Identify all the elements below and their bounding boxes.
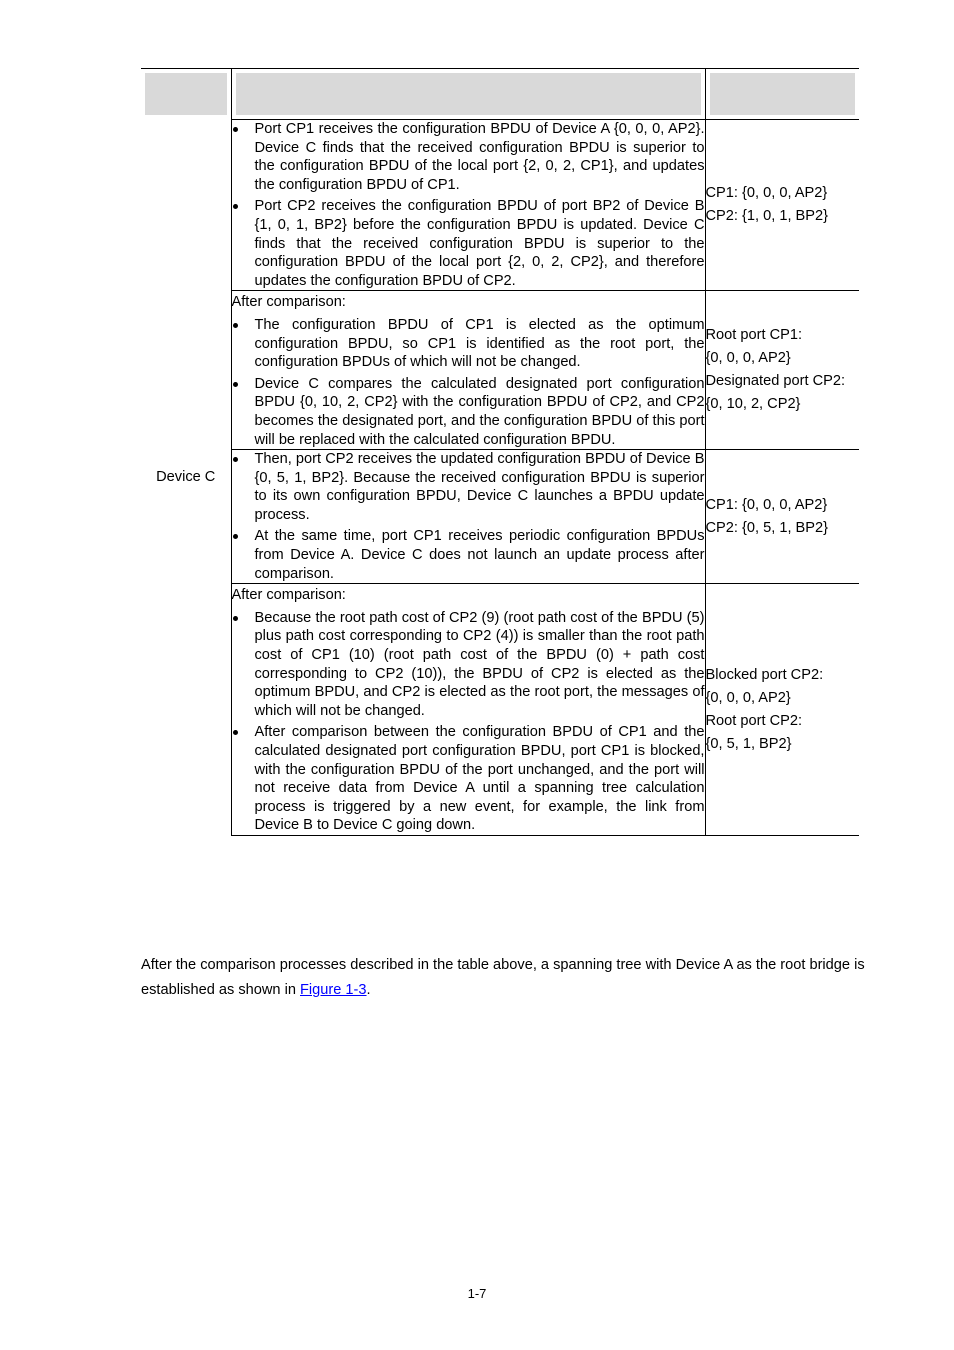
result-line: Root port CP1: bbox=[705, 327, 803, 344]
intro-text: After comparison: bbox=[231, 587, 346, 604]
bullet-list bbox=[232, 450, 705, 583]
result-cell bbox=[705, 291, 859, 450]
result-line: Blocked port CP2: bbox=[705, 666, 824, 683]
header-cell-result bbox=[705, 69, 859, 120]
body-paragraph bbox=[141, 953, 867, 1004]
bullet-icon bbox=[233, 127, 238, 132]
result-line: CP1: {0, 0, 0, AP2} bbox=[705, 496, 828, 513]
header-cell-device bbox=[141, 69, 231, 120]
header-cell-process bbox=[231, 69, 705, 120]
bullet-list bbox=[232, 609, 705, 835]
bullet-text: Device C compares the calculated designated port configuration BPDU {0, 10, 2, CP2} with the configuration BPDU of CP2, and CP2 becomes the designated port, and the configuration BPDU of this port will be replaced with the calculated configuration BPDU. bbox=[254, 375, 705, 448]
bullet-text: Port CP2 receives the configuration BPDU of port BP2 of Device B {1, 0, 1, BP2} before the configuration BPDU is updated. Device C finds that the received configuration BPDU is superior to the configuration BPDU of the local port {2, 0, 2, CP2}, and therefore updates the configuration BPDU of CP2. bbox=[254, 198, 705, 289]
bullet-icon bbox=[233, 616, 238, 621]
table-row bbox=[141, 291, 859, 450]
list-item bbox=[232, 609, 705, 721]
process-cell bbox=[231, 584, 705, 836]
list-item bbox=[232, 197, 705, 290]
bullet-text: At the same time, port CP1 receives periodic configuration BPDUs from Device A. Device C does not launch an update process after comparison. bbox=[254, 528, 705, 582]
result-line: {0, 0, 0, AP2} bbox=[705, 689, 791, 706]
page-number: 1-7 bbox=[467, 1286, 487, 1301]
bullet-icon bbox=[233, 204, 238, 209]
table-row bbox=[141, 120, 859, 291]
table-row bbox=[141, 584, 859, 836]
bullet-text: The configuration BPDU of CP1 is elected as the optimum configuration BPDU, so CP1 is identified as the root port, the configuration BPDUs of which will not be changed. bbox=[254, 316, 705, 371]
bullet-text: Then, port CP2 receives the updated configuration BPDU of Device B {0, 5, 1, BP2}. Because the received configuration BPDU is superior to its own configuration BPDU, Device C launches a BPDU update process. bbox=[254, 451, 705, 523]
bullet-list bbox=[232, 120, 705, 290]
bullet-text: Because the root path cost of CP2 (9) (root path cost of the BPDU (5) plus path cost corresponding to CP2 (4)) is smaller than the root path cost of CP1 (10) (root path cost of the BPDU (0) + path cost corresponding to CP2 (10)), the BPDU of CP2 is elected as the optimum BPDU, and CP2 is elected as the root port, the messages of which will not be changed. bbox=[254, 609, 705, 719]
list-item bbox=[232, 316, 705, 372]
list-item bbox=[232, 527, 705, 583]
result-line: Designated port CP2: bbox=[705, 373, 846, 390]
bullet-icon bbox=[233, 457, 238, 462]
result-cell bbox=[705, 450, 859, 584]
list-item bbox=[232, 450, 705, 524]
result-cell bbox=[705, 120, 859, 291]
table-row bbox=[141, 450, 859, 584]
table-header-row bbox=[141, 69, 859, 120]
list-item bbox=[232, 723, 705, 835]
process-cell bbox=[231, 450, 705, 584]
bullet-text: Port CP1 receives the configuration BPDU of Device A {0, 0, 0, AP2}. Device C finds that the received configuration BPDU is superior to the configuration BPDU of the local port {2, 0, 2, CP1}, and updates the configuration BPDU of CP1. bbox=[254, 121, 705, 193]
bullet-icon bbox=[233, 382, 238, 387]
process-cell bbox=[231, 120, 705, 291]
device-cell: Device C bbox=[141, 120, 231, 836]
paragraph-text: After the comparison processes described in the table above, a spanning tree with Device A as the root bridge is established as shown in bbox=[141, 956, 865, 999]
figure-link[interactable]: Figure 1-3 bbox=[300, 982, 367, 999]
paragraph-text-end: . bbox=[366, 982, 371, 999]
list-item bbox=[232, 120, 705, 194]
result-cell bbox=[705, 584, 859, 836]
result-line: CP2: {0, 5, 1, BP2} bbox=[705, 519, 829, 536]
bullet-text: After comparison between the configuration BPDU of CP1 and the calculated designated port configuration BPDU, port CP1 is blocked, with the configuration BPDU of the port unchanged, and the port will not receive data from Device A until a spanning tree calculation process is triggered by a new event, for example, the link from Device B to Device C going down. bbox=[254, 724, 705, 834]
result-line: {0, 5, 1, BP2} bbox=[705, 735, 792, 752]
bullet-icon bbox=[233, 730, 238, 735]
bullet-list bbox=[232, 316, 705, 449]
bullet-icon bbox=[233, 323, 238, 328]
process-cell bbox=[231, 291, 705, 450]
result-line: {0, 10, 2, CP2} bbox=[705, 396, 801, 413]
intro-text: After comparison: bbox=[231, 294, 346, 311]
bpdu-comparison-table bbox=[141, 68, 859, 836]
result-line: CP2: {1, 0, 1, BP2} bbox=[705, 208, 829, 225]
result-line: {0, 0, 0, AP2} bbox=[705, 350, 791, 367]
result-line: Root port CP2: bbox=[705, 712, 803, 729]
bullet-icon bbox=[233, 534, 238, 539]
result-line: CP1: {0, 0, 0, AP2} bbox=[705, 185, 828, 202]
list-item bbox=[232, 375, 705, 449]
